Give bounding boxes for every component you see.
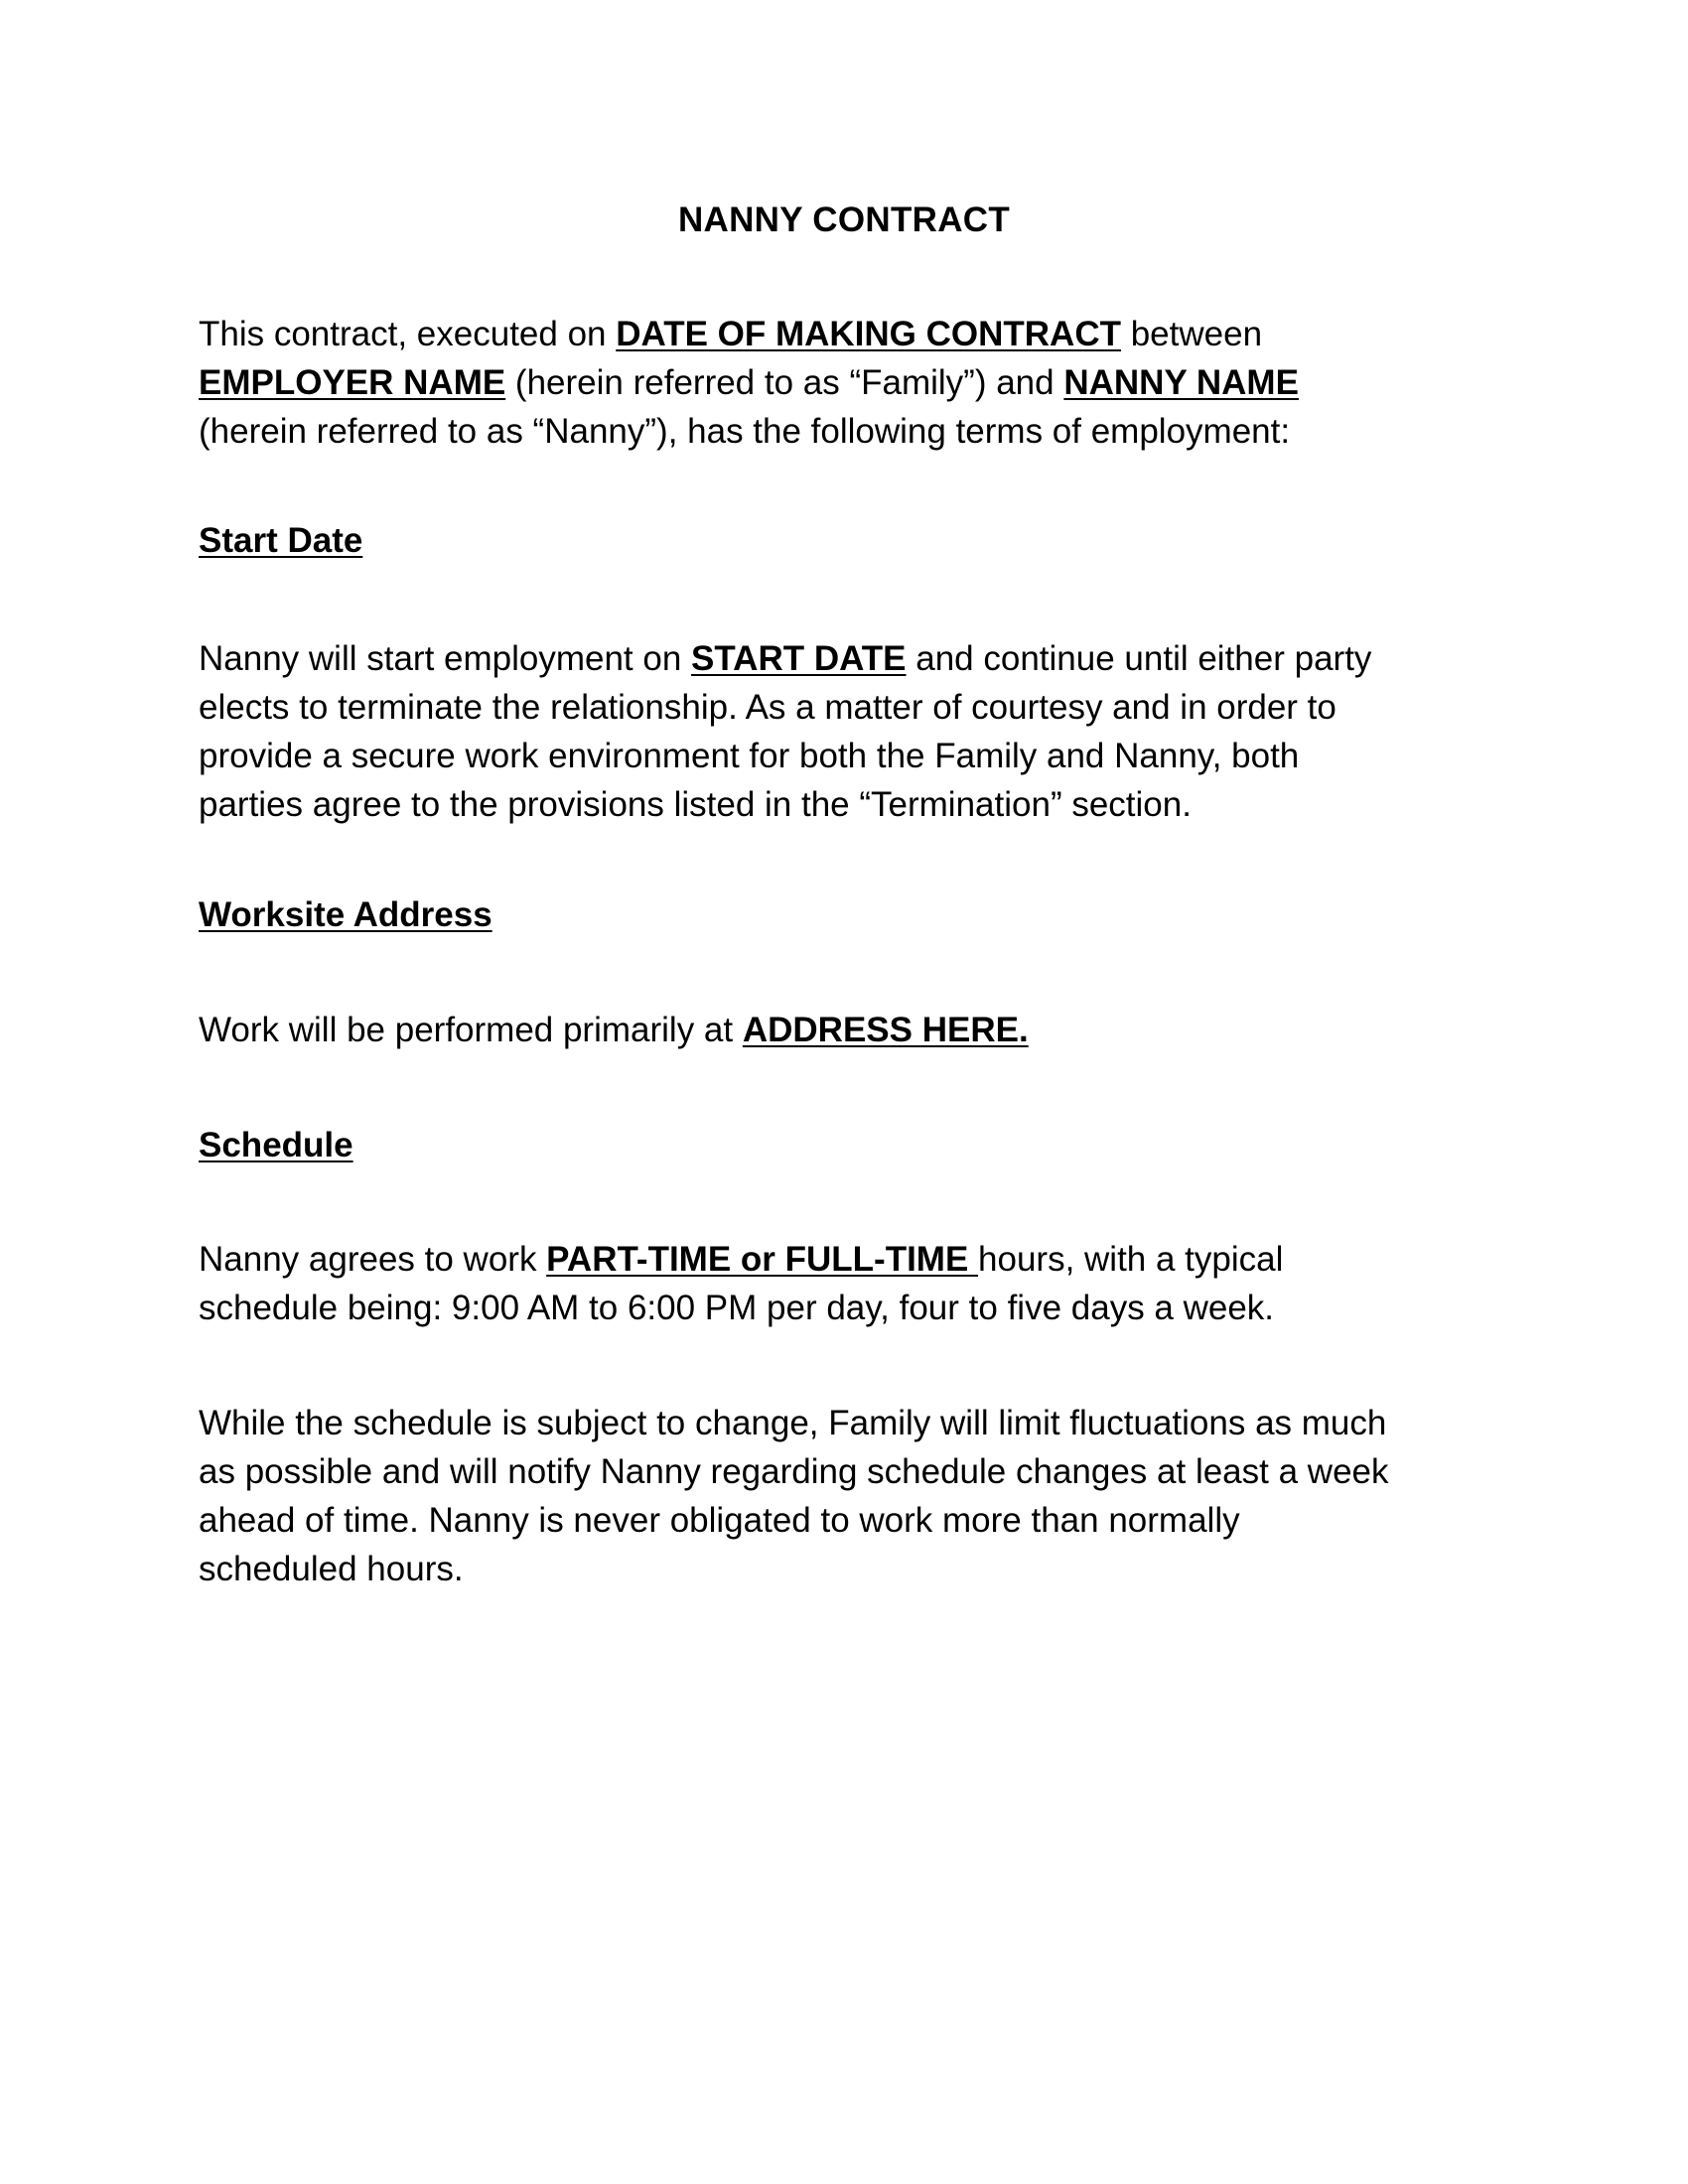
start-date-line-1: [199, 634, 1489, 683]
employer-name-field: EMPLOYER NAME: [199, 363, 506, 402]
worksite-text: Work will be performed primarily at: [199, 1011, 743, 1049]
start-date-heading: Start Date: [199, 521, 363, 560]
schedule-text: Nanny agrees to work: [199, 1240, 547, 1279]
schedule-line-1: [199, 1235, 1489, 1284]
intro-text: This contract, executed on: [199, 315, 617, 353]
address-field: ADDRESS HERE.: [742, 1011, 1029, 1049]
schedule-p2-line-3: ahead of time. Nanny is never obligated to work more than normally: [199, 1501, 1240, 1540]
intro-line-1: [199, 310, 1489, 358]
intro-text: (herein referred to as “Family”) and: [505, 363, 1064, 402]
start-date-field: START DATE: [691, 639, 907, 678]
start-date-text: and continue until either party: [906, 639, 1372, 678]
start-date-text: Nanny will start employment on: [199, 639, 692, 678]
intro-paragraph: [199, 310, 1489, 456]
schedule-p2-line-4: scheduled hours.: [199, 1550, 464, 1588]
start-date-line-2: elects to terminate the relationship. As a matter of courtesy and in order to: [199, 688, 1336, 727]
schedule-paragraph-2: [199, 1399, 1489, 1593]
intro-line-3: (herein referred to as “Nanny”), has the following terms of employment:: [199, 412, 1291, 451]
start-date-line-3: provide a secure work environment for both the Family and Nanny, both: [199, 737, 1300, 775]
hours-type-field: PART-TIME or FULL-TIME: [546, 1240, 979, 1279]
schedule-p2-line-1: While the schedule is subject to change, Family will limit fluctuations as much: [199, 1404, 1387, 1442]
document-title: NANNY CONTRACT: [677, 201, 1011, 239]
schedule-line-2: schedule being: 9:00 AM to 6:00 PM per day, four to five days a week.: [199, 1289, 1275, 1327]
intro-line-2: [199, 358, 1489, 407]
date-of-contract-field: DATE OF MAKING CONTRACT: [616, 315, 1121, 353]
start-date-line-4: parties agree to the provisions listed in the “Termination” section.: [199, 785, 1192, 824]
schedule-text: hours, with a typical: [978, 1240, 1284, 1279]
schedule-paragraph-1: [199, 1235, 1489, 1332]
schedule-p2-line-2: as possible and will notify Nanny regarding schedule changes at least a week: [199, 1452, 1389, 1491]
worksite-paragraph: [199, 1006, 1489, 1054]
schedule-heading: Schedule: [199, 1126, 353, 1164]
worksite-address-heading: Worksite Address: [199, 895, 492, 934]
worksite-line-1: [199, 1006, 1489, 1054]
nanny-name-field: NANNY NAME: [1063, 363, 1299, 402]
start-date-paragraph: [199, 634, 1489, 829]
intro-text: between: [1120, 315, 1263, 353]
